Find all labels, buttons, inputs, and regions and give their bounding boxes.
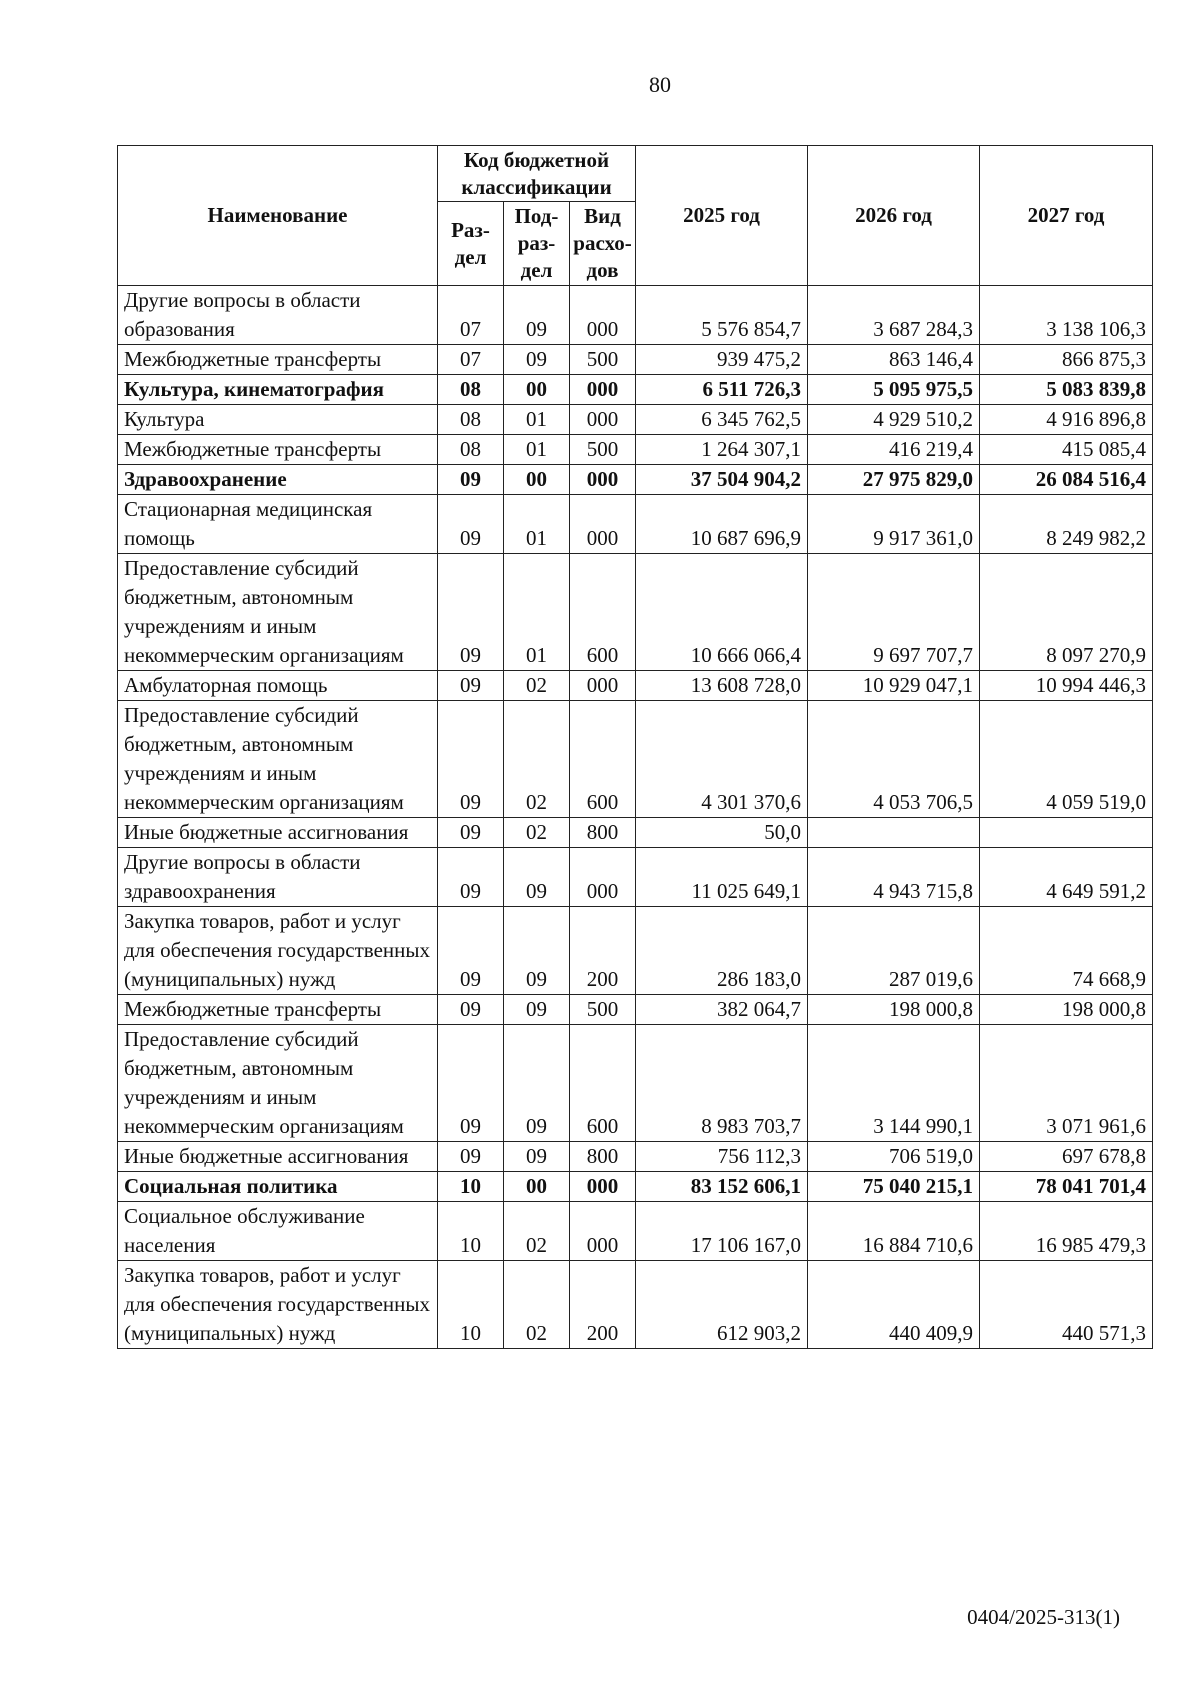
row-value-2026: 16 884 710,6 — [808, 1202, 980, 1261]
row-value-2027: 78 041 701,4 — [980, 1172, 1153, 1202]
row-value-2025: 83 152 606,1 — [636, 1172, 808, 1202]
row-name: Стационарная медицинская помощь — [118, 495, 438, 554]
table-row — [118, 1142, 1153, 1172]
row-section: 08 — [438, 435, 504, 465]
row-name: Межбюджетные трансферты — [118, 995, 438, 1025]
row-value-2026: 5 095 975,5 — [808, 375, 980, 405]
row-value-2025: 5 576 854,7 — [636, 286, 808, 345]
row-name: Здравоохранение — [118, 465, 438, 495]
row-value-2026: 3 687 284,3 — [808, 286, 980, 345]
row-section: 07 — [438, 345, 504, 375]
row-expense-type: 800 — [570, 818, 636, 848]
row-name: Закупка товаров, работ и услуг для обеспечения государственных (муниципальных) нужд — [118, 907, 438, 995]
row-name: Иные бюджетные ассигнования — [118, 818, 438, 848]
row-section: 08 — [438, 375, 504, 405]
row-subsection: 01 — [504, 405, 570, 435]
row-section: 10 — [438, 1202, 504, 1261]
header-2026: 2026 год — [808, 146, 980, 286]
row-subsection: 09 — [504, 907, 570, 995]
row-name: Иные бюджетные ассигнования — [118, 1142, 438, 1172]
row-section: 09 — [438, 848, 504, 907]
row-value-2025: 10 687 696,9 — [636, 495, 808, 554]
row-expense-type: 500 — [570, 345, 636, 375]
row-value-2025: 4 301 370,6 — [636, 701, 808, 818]
row-section: 10 — [438, 1172, 504, 1202]
row-value-2025: 382 064,7 — [636, 995, 808, 1025]
row-expense-type: 600 — [570, 1025, 636, 1142]
row-name: Другие вопросы в области образования — [118, 286, 438, 345]
row-value-2025: 13 608 728,0 — [636, 671, 808, 701]
table-row — [118, 1261, 1153, 1349]
row-name: Амбулаторная помощь — [118, 671, 438, 701]
row-value-2027: 8 097 270,9 — [980, 554, 1153, 671]
row-subsection: 09 — [504, 1025, 570, 1142]
row-expense-type: 000 — [570, 1202, 636, 1261]
row-value-2026: 863 146,4 — [808, 345, 980, 375]
row-subsection: 09 — [504, 345, 570, 375]
row-value-2025: 1 264 307,1 — [636, 435, 808, 465]
row-name: Культура — [118, 405, 438, 435]
row-name: Другие вопросы в области здравоохранения — [118, 848, 438, 907]
row-subsection: 02 — [504, 1261, 570, 1349]
row-section: 09 — [438, 907, 504, 995]
row-value-2026: 287 019,6 — [808, 907, 980, 995]
row-subsection: 09 — [504, 1142, 570, 1172]
row-section: 09 — [438, 465, 504, 495]
row-subsection: 09 — [504, 848, 570, 907]
row-value-2027: 5 083 839,8 — [980, 375, 1153, 405]
row-value-2027: 8 249 982,2 — [980, 495, 1153, 554]
header-section: Раз-дел — [438, 202, 504, 286]
row-value-2027: 866 875,3 — [980, 345, 1153, 375]
row-value-2025: 8 983 703,7 — [636, 1025, 808, 1142]
row-expense-type: 600 — [570, 554, 636, 671]
row-value-2027: 16 985 479,3 — [980, 1202, 1153, 1261]
row-value-2026: 706 519,0 — [808, 1142, 980, 1172]
row-value-2027: 26 084 516,4 — [980, 465, 1153, 495]
row-subsection: 02 — [504, 1202, 570, 1261]
row-subsection: 00 — [504, 1172, 570, 1202]
row-value-2027: 3 071 961,6 — [980, 1025, 1153, 1142]
row-value-2027: 4 059 519,0 — [980, 701, 1153, 818]
row-value-2026: 440 409,9 — [808, 1261, 980, 1349]
table-row — [118, 818, 1153, 848]
row-section: 09 — [438, 995, 504, 1025]
row-name: Закупка товаров, работ и услуг для обеспечения государственных (муниципальных) нужд — [118, 1261, 438, 1349]
table-row — [118, 1172, 1153, 1202]
row-expense-type: 000 — [570, 375, 636, 405]
table-row — [118, 375, 1153, 405]
page-number: 80 — [649, 72, 671, 97]
row-name: Предоставление субсидий бюджетным, автономным учреждениям и иным некоммерческим организациям — [118, 701, 438, 818]
row-value-2025: 17 106 167,0 — [636, 1202, 808, 1261]
row-value-2025: 6 345 762,5 — [636, 405, 808, 435]
row-value-2026: 3 144 990,1 — [808, 1025, 980, 1142]
row-value-2025: 50,0 — [636, 818, 808, 848]
row-value-2025: 10 666 066,4 — [636, 554, 808, 671]
row-name: Межбюджетные трансферты — [118, 345, 438, 375]
row-expense-type: 200 — [570, 907, 636, 995]
row-value-2027: 3 138 106,3 — [980, 286, 1153, 345]
row-name: Социальное обслуживание населения — [118, 1202, 438, 1261]
table-row — [118, 345, 1153, 375]
row-value-2027: 74 668,9 — [980, 907, 1153, 995]
row-name: Социальная политика — [118, 1172, 438, 1202]
row-subsection: 00 — [504, 375, 570, 405]
row-expense-type: 200 — [570, 1261, 636, 1349]
row-expense-type: 000 — [570, 286, 636, 345]
row-section: 09 — [438, 1142, 504, 1172]
row-expense-type: 000 — [570, 495, 636, 554]
row-value-2026: 416 219,4 — [808, 435, 980, 465]
row-section: 09 — [438, 818, 504, 848]
row-value-2026: 75 040 215,1 — [808, 1172, 980, 1202]
row-value-2025: 612 903,2 — [636, 1261, 808, 1349]
row-expense-type: 500 — [570, 995, 636, 1025]
table-row — [118, 1202, 1153, 1261]
row-section: 09 — [438, 701, 504, 818]
row-section: 09 — [438, 671, 504, 701]
row-name: Предоставление субсидий бюджетным, автономным учреждениям и иным некоммерческим организациям — [118, 1025, 438, 1142]
row-value-2026: 4 929 510,2 — [808, 405, 980, 435]
row-expense-type: 000 — [570, 405, 636, 435]
row-value-2026: 198 000,8 — [808, 995, 980, 1025]
row-value-2027: 415 085,4 — [980, 435, 1153, 465]
row-value-2027: 4 916 896,8 — [980, 405, 1153, 435]
row-value-2027: 440 571,3 — [980, 1261, 1153, 1349]
row-subsection: 02 — [504, 701, 570, 818]
row-subsection: 01 — [504, 435, 570, 465]
row-section: 10 — [438, 1261, 504, 1349]
row-expense-type: 000 — [570, 465, 636, 495]
row-value-2026: 4 053 706,5 — [808, 701, 980, 818]
row-value-2027: 10 994 446,3 — [980, 671, 1153, 701]
row-value-2026: 9 917 361,0 — [808, 495, 980, 554]
table-row — [118, 286, 1153, 345]
row-section: 09 — [438, 1025, 504, 1142]
row-subsection: 02 — [504, 818, 570, 848]
table-row — [118, 495, 1153, 554]
budget-table — [117, 145, 1153, 1349]
row-expense-type: 000 — [570, 848, 636, 907]
row-section: 08 — [438, 405, 504, 435]
header-2025: 2025 год — [636, 146, 808, 286]
row-value-2025: 6 511 726,3 — [636, 375, 808, 405]
row-value-2026: 4 943 715,8 — [808, 848, 980, 907]
row-value-2025: 939 475,2 — [636, 345, 808, 375]
table-row — [118, 701, 1153, 818]
row-expense-type: 000 — [570, 1172, 636, 1202]
table-row — [118, 405, 1153, 435]
row-section: 07 — [438, 286, 504, 345]
row-subsection: 09 — [504, 286, 570, 345]
table-row — [118, 465, 1153, 495]
row-section: 09 — [438, 554, 504, 671]
table-row — [118, 848, 1153, 907]
row-value-2027: 697 678,8 — [980, 1142, 1153, 1172]
table-row — [118, 907, 1153, 995]
table-row — [118, 554, 1153, 671]
row-value-2027: 4 649 591,2 — [980, 848, 1153, 907]
header-subsection: Под-раз-дел — [504, 202, 570, 286]
row-value-2026 — [808, 818, 980, 848]
header-code-group: Код бюджетной классификации — [438, 146, 636, 202]
row-value-2025: 37 504 904,2 — [636, 465, 808, 495]
row-section: 09 — [438, 495, 504, 554]
row-expense-type: 000 — [570, 671, 636, 701]
row-value-2027 — [980, 818, 1153, 848]
row-expense-type: 500 — [570, 435, 636, 465]
row-value-2026: 9 697 707,7 — [808, 554, 980, 671]
row-subsection: 09 — [504, 995, 570, 1025]
table-row — [118, 671, 1153, 701]
row-name: Предоставление субсидий бюджетным, автономным учреждениям и иным некоммерческим организациям — [118, 554, 438, 671]
row-value-2025: 11 025 649,1 — [636, 848, 808, 907]
row-value-2027: 198 000,8 — [980, 995, 1153, 1025]
row-subsection: 01 — [504, 554, 570, 671]
row-subsection: 01 — [504, 495, 570, 554]
document-code: 0404/2025-313(1) — [967, 1605, 1120, 1629]
row-expense-type: 600 — [570, 701, 636, 818]
row-subsection: 00 — [504, 465, 570, 495]
row-subsection: 02 — [504, 671, 570, 701]
header-name: Наименование — [118, 146, 438, 286]
table-row — [118, 435, 1153, 465]
header-expense-type: Вид расхо-дов — [570, 202, 636, 286]
header-2027: 2027 год — [980, 146, 1153, 286]
table-row — [118, 1025, 1153, 1142]
row-value-2025: 286 183,0 — [636, 907, 808, 995]
row-value-2026: 27 975 829,0 — [808, 465, 980, 495]
table-row — [118, 995, 1153, 1025]
row-value-2025: 756 112,3 — [636, 1142, 808, 1172]
row-name: Межбюджетные трансферты — [118, 435, 438, 465]
row-value-2026: 10 929 047,1 — [808, 671, 980, 701]
row-name: Культура, кинематография — [118, 375, 438, 405]
row-expense-type: 800 — [570, 1142, 636, 1172]
